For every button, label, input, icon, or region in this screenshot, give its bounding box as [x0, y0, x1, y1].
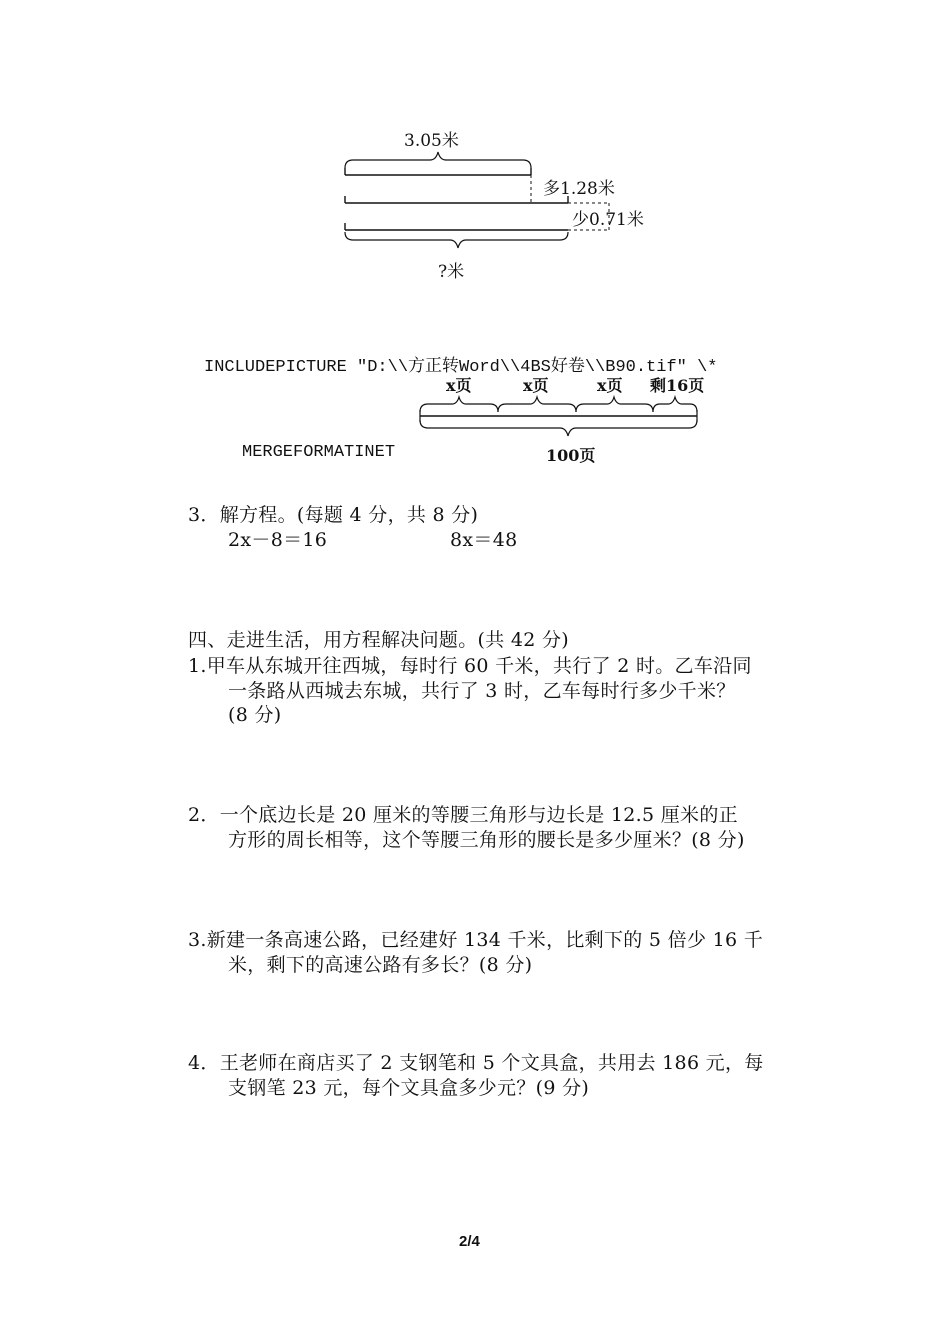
q2-line-1: 2．一个底边长是 20 厘米的等腰三角形与边长是 12.5 厘米的正	[188, 804, 738, 826]
diagram1-top-label: 3.05米	[404, 131, 459, 151]
q1-line-1: 1.甲车从东城开往西城，每时行 60 千米，共行了 2 时。乙车沿同	[188, 655, 752, 677]
field-code-line-2: MERGEFORMATINET	[242, 443, 396, 462]
segment-label-2: x页	[523, 376, 549, 395]
q2-line-2: 方形的周长相等，这个等腰三角形的腰长是多少厘米？(8 分)	[228, 829, 745, 851]
q1-line-3: (8 分)	[228, 704, 282, 726]
q4-line-2: 支钢笔 23 元，每个文具盒多少元？(9 分)	[228, 1077, 590, 1099]
diagram1-bottom-label: ?米	[438, 262, 465, 282]
diagram2-lines	[0, 0, 950, 470]
q1-line-2: 一条路从西城去东城，共行了 3 时，乙车每时行多少千米？	[228, 680, 736, 702]
equation-2: 8x＝48	[450, 529, 518, 551]
equation-1: 2x－8＝16	[228, 529, 328, 551]
segment-label-4: 剩16页	[650, 376, 705, 395]
section4-title: 四、走进生活，用方程解决问题。(共 42 分)	[188, 629, 569, 651]
q3-line-2: 米，剩下的高速公路有多长？(8 分)	[228, 954, 533, 976]
segment-label-3: x页	[597, 376, 623, 395]
segment-label-1: x页	[446, 376, 472, 395]
diagram1-more-label: 多1.28米	[543, 179, 615, 199]
section3-title: 3．解方程。(每题 4 分，共 8 分)	[188, 504, 479, 526]
q4-line-1: 4．王老师在商店买了 2 支钢笔和 5 个文具盒，共用去 186 元，每	[188, 1052, 764, 1074]
q3-line-1: 3.新建一条高速公路，已经建好 134 千米，比剩下的 5 倍少 16 千	[188, 929, 763, 951]
field-code-line-1: INCLUDEPICTURE "D:\\方正转Word\\4BS好卷\\B90.tif" \*	[204, 358, 718, 377]
page-number: 2/4	[459, 1233, 480, 1250]
diagram1-less-label: 少0.71米	[572, 210, 644, 230]
total-label: 100页	[546, 446, 596, 465]
